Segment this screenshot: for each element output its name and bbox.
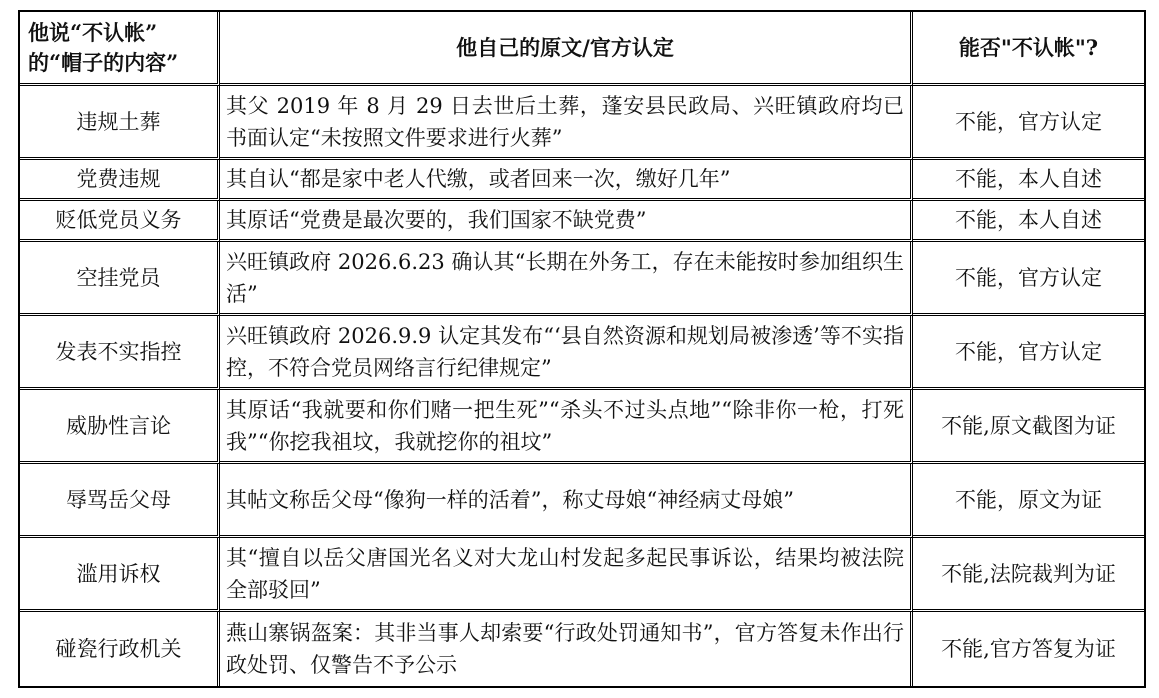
row-verdict: 不能，本人自述 — [913, 160, 1144, 201]
row-evidence: 燕山寨锅盔案：其非当事人却索要“行政处罚通知书”，官方答复未作出行政处罚、仅警告不予公示 — [220, 612, 913, 686]
row-evidence: 其父 2019 年 8 月 29 日去世后土葬，蓬安县民政局、兴旺镇政府均已书面认定“未按照文件要求进行火葬” — [220, 86, 913, 160]
header-category — [20, 12, 220, 86]
row-verdict: 不能，原文为证 — [913, 464, 1144, 538]
row-verdict: 不能，官方认定 — [913, 242, 1144, 316]
row-category: 违规土葬 — [20, 86, 220, 160]
row-category: 威胁性言论 — [20, 390, 220, 464]
table-row — [20, 612, 1144, 686]
row-evidence: 其帖文称岳父母“像狗一样的活着”，称丈母娘“神经病丈母娘” — [220, 464, 913, 538]
row-category: 辱骂岳父母 — [20, 464, 220, 538]
evidence-table — [18, 10, 1146, 688]
table-row — [20, 242, 1144, 316]
row-evidence: 兴旺镇政府 2026.6.23 确认其“长期在外务工，存在未能按时参加组织生活” — [220, 242, 913, 316]
header-evidence: 他自己的原文/官方认定 — [220, 12, 913, 86]
row-category: 空挂党员 — [20, 242, 220, 316]
table-row — [20, 538, 1144, 612]
row-verdict: 不能,原文截图为证 — [913, 390, 1144, 464]
row-evidence: 其原话“我就要和你们赌一把生死”“杀头不过头点地”“除非你一枪，打死我”“你挖我祖坟，我就挖你的祖坟” — [220, 390, 913, 464]
table-row — [20, 160, 1144, 201]
row-evidence: 其原话“党费是最次要的，我们国家不缺党费” — [220, 201, 913, 242]
row-verdict: 不能,官方答复为证 — [941, 637, 1116, 661]
row-category: 贬低党员义务 — [20, 201, 220, 242]
row-category: 碰瓷行政机关 — [20, 612, 220, 686]
table-row — [20, 201, 1144, 242]
row-evidence: 其自认“都是家中老人代缴，或者回来一次，缴好几年” — [220, 160, 913, 201]
table-row — [20, 86, 1144, 160]
table-row — [20, 390, 1144, 464]
header-category-line1: 他说“不认帐” — [28, 19, 158, 45]
table-header-row — [20, 12, 1144, 86]
row-category: 发表不实指控 — [20, 316, 220, 390]
row-category: 党费违规 — [20, 160, 220, 201]
row-verdict: 不能，官方认定 — [913, 316, 1144, 390]
table-row — [20, 316, 1144, 390]
table-row — [20, 464, 1144, 538]
row-verdict: 不能，官方认定 — [913, 86, 1144, 160]
row-evidence: 兴旺镇政府 2026.9.9 认定其发布“‘县自然资源和规划局被渗透’等不实指控，不符合党员网络言行纪律规定” — [220, 316, 913, 390]
row-evidence: 其“擅自以岳父唐国光名义对大龙山村发起多起民事诉讼，结果均被法院全部驳回” — [220, 538, 913, 612]
row-verdict: 不能,法院裁判为证 — [913, 538, 1144, 612]
header-category-line2: 的“帽子的内容” — [28, 49, 179, 75]
row-category: 滥用诉权 — [20, 538, 220, 612]
row-verdict: 不能，本人自述 — [913, 201, 1144, 242]
header-verdict: 能否"不认帐"? — [913, 12, 1144, 86]
